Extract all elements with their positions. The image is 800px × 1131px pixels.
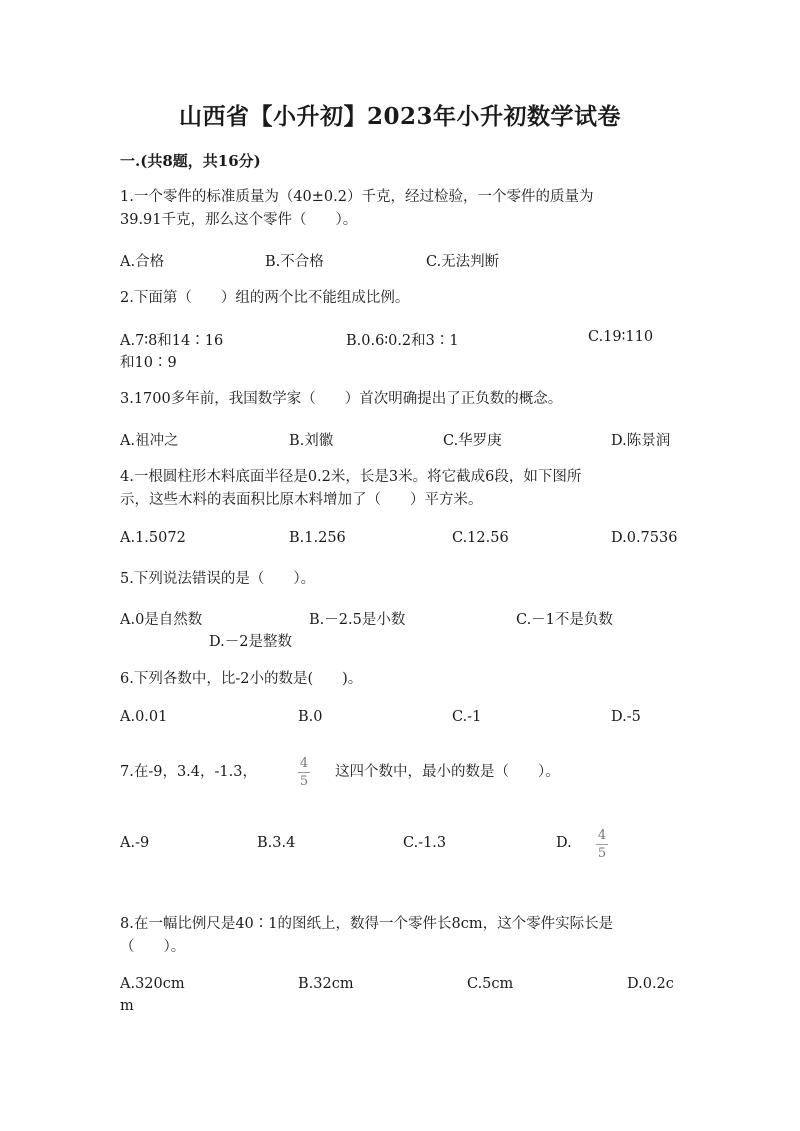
section-heading: 一.(共8题，共16分) <box>120 152 261 170</box>
question-1-line-2: 39.91千克，那么这个零件（ ）。 <box>120 212 358 228</box>
question-8-line-1: 8.在一幅比例尺是40∶1的图纸上，数得一个零件长8cm，这个零件实际长是 <box>120 916 614 932</box>
question-2-option-b: B.0.6∶0.2和3∶1 <box>346 333 459 349</box>
question-1-option-c: C.无法判断 <box>426 254 500 270</box>
question-7-line-1a: 7.在-9，3.4，-1.3， <box>120 764 257 780</box>
fraction-bar <box>596 844 608 845</box>
question-4-option-c: C.12.56 <box>452 530 509 546</box>
question-3-option-a: A.祖冲之 <box>120 433 179 449</box>
question-8-option-a: A.320cm <box>120 976 185 992</box>
question-6-line-1: 6.下列各数中，比-2小的数是( )。 <box>120 671 363 687</box>
question-8-option-d: D.0.2c <box>627 976 674 992</box>
question-5-option-d: D.－2是整数 <box>209 634 292 650</box>
question-8-option-d-continued: m <box>120 998 134 1014</box>
question-4-line-1: 4.一根圆柱形木料底面半径是0.2米，长是3米。将它截成6段，如下图所 <box>120 469 582 485</box>
question-2-option-c: C.19∶110 <box>588 329 654 345</box>
question-5-option-c: C.－1不是负数 <box>516 612 613 628</box>
question-2-option-a: A.7∶8和14∶16 <box>120 333 224 349</box>
question-3-option-b: B.刘徽 <box>289 433 334 449</box>
fraction-denominator: 5 <box>299 774 309 789</box>
question-1-line-1: 1.一个零件的标准质量为（40±0.2）千克，经过检验，一个零件的质量为 <box>120 189 594 205</box>
question-7-option-d: D. <box>556 835 572 851</box>
question-6-option-b: B.0 <box>298 709 323 725</box>
question-1-option-a: A.合格 <box>120 254 165 270</box>
question-6-option-a: A.0.01 <box>120 709 168 725</box>
fraction-denominator: 5 <box>597 846 607 861</box>
question-4-option-a: A.1.5072 <box>120 530 186 546</box>
question-3-line-1: 3.1700多年前，我国数学家（ ）首次明确提出了正负数的概念。 <box>120 391 563 407</box>
question-5-line-1: 5.下列说法错误的是（ ）。 <box>120 571 316 587</box>
fraction-bar <box>298 772 310 773</box>
fraction-numerator: 4 <box>597 828 607 843</box>
question-7-option-a: A.-9 <box>120 835 150 851</box>
question-8-option-b: B.32cm <box>298 976 354 992</box>
question-3-option-d: D.陈景润 <box>611 433 671 449</box>
question-2-line-1: 2.下面第（ ）组的两个比不能组成比例。 <box>120 290 410 306</box>
question-5-option-b: B.－2.5是小数 <box>309 612 406 628</box>
question-7-line-1b: 这四个数中，最小的数是（ ）。 <box>335 764 560 780</box>
fraction-numerator: 4 <box>299 756 309 771</box>
question-6-option-c: C.-1 <box>452 709 482 725</box>
question-7-option-c: C.-1.3 <box>403 835 447 851</box>
question-4-option-b: B.1.256 <box>289 530 346 546</box>
question-8-option-c: C.5cm <box>467 976 514 992</box>
question-1-option-b: B.不合格 <box>265 254 324 270</box>
page-title: 山西省【小升初】2023年小升初数学试卷 <box>178 103 621 130</box>
question-8-line-2: （ ）。 <box>120 939 186 955</box>
question-5-option-a: A.0是自然数 <box>120 612 203 628</box>
question-6-option-d: D.-5 <box>611 709 641 725</box>
question-7-option-b: B.3.4 <box>257 835 296 851</box>
question-7-fraction <box>297 757 311 788</box>
question-4-option-d: D.0.7536 <box>611 530 678 546</box>
question-4-line-2: 示，这些木料的表面积比原木料增加了（ ）平方米。 <box>120 492 483 508</box>
question-7-option-d-fraction <box>595 829 609 860</box>
question-3-option-c: C.华罗庚 <box>443 433 502 449</box>
question-2-option-c-continued: 和10∶9 <box>120 355 177 371</box>
